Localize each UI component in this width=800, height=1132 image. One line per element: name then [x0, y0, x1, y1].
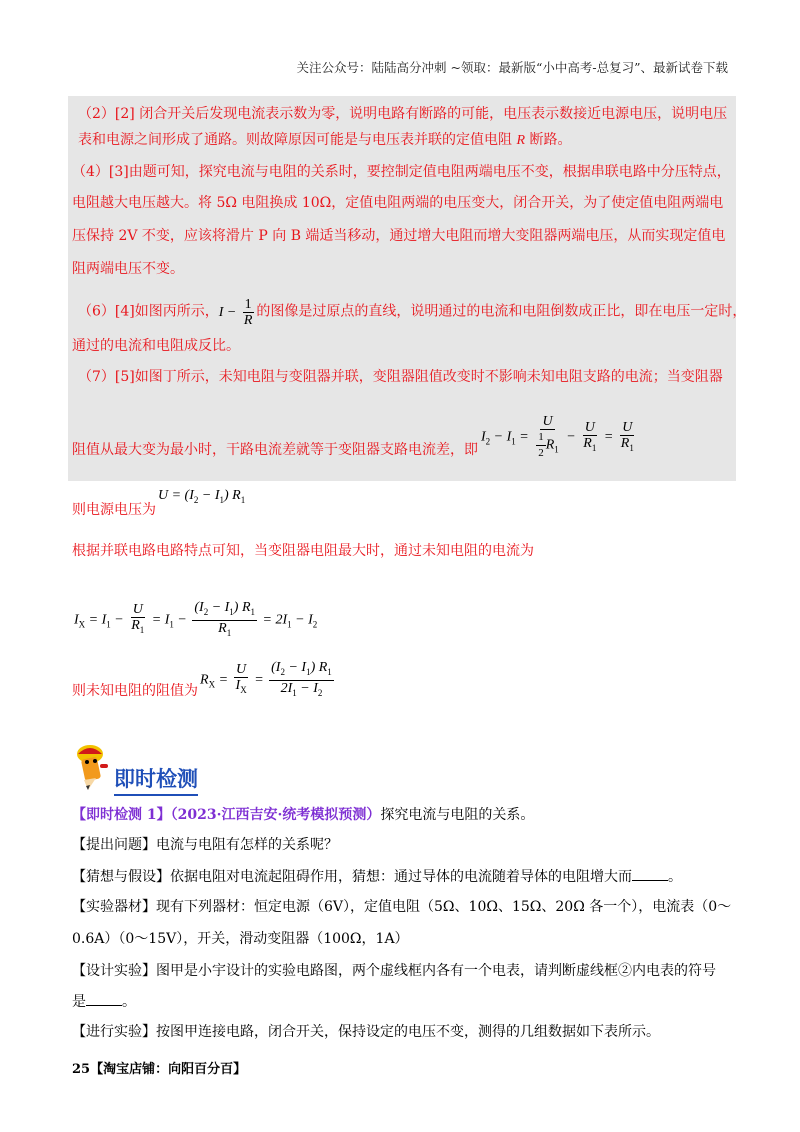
- question-line: 【进行实验】按图甲连接电路，闭合开关，保持设定的电压不变，测得的几组数据如下表所示。: [72, 1024, 660, 1040]
- question-line: 【提出问题】电流与电阻有怎样的关系呢？: [72, 837, 338, 853]
- question-line: 【设计实验】图甲是小宇设计的实验电路图，两个虚线框内各有一个电表，请判断虚线框②内电表的符号: [72, 963, 716, 979]
- solution-line: 压保持 2V 不变，应该将滑片 P 向 B 端适当移动，通过增大电阻而增大变阻器两端电压，从而实现定值电: [72, 228, 726, 244]
- formula-rx: $R_X$ = $\frac{U}{I_X}$ = $\frac{(I_2 - I_1) R_1}{2I_1 - I_2}$: [200, 660, 332, 698]
- question-header: 【即时检测 1】（2023·江西吉安·统考模拟预测）探究电流与电阻的关系。: [72, 807, 535, 823]
- solution-line: （4）[3]由题可知，探究电流与电阻的关系时，要控制定值电阻两端电压不变，根据串联电路中分压特点，: [72, 164, 731, 180]
- question-line: 【实验器材】现有下列器材：恒定电源（6V），定值电阻（5Ω、10Ω、15Ω、20Ω 各一个），电流表（0～: [72, 899, 732, 915]
- page-footer: [72, 1058, 246, 1077]
- solution-line: 阻两端电压不变。: [72, 261, 184, 277]
- question-line: 是 。: [72, 991, 136, 1012]
- section-title: 即时检测: [114, 763, 198, 796]
- question-line: 0.6A）（0～15V），开关，滑动变阻器（100Ω，1A）: [72, 931, 409, 947]
- solution-line: （7）[5]如图丁所示，未知电阻与变阻器并联，变阻器阻值改变时不影响未知电阻支路的电流；当变阻器: [78, 369, 723, 385]
- answer-blank[interactable]: [86, 991, 122, 1006]
- page-number: 25: [72, 1062, 91, 1077]
- page-header: 关注公众号：陆陆高分冲刺 ~领取：最新版“小中高考-总复习”、最新试卷下载: [296, 60, 728, 75]
- solution-line: 阻值从最大变为最小时，干路电流差就等于变阻器支路电流差，即: [72, 442, 478, 458]
- formula-i-over-r: I − $\frac{1}{R}$: [218, 297, 253, 328]
- solution-line: 根据并联电路电路特点可知，当变阻器电阻最大时，通过未知电阻的电流为: [72, 543, 534, 559]
- shop-label: 【淘宝店铺：向阳百分百】: [90, 1062, 247, 1077]
- answer-blank[interactable]: [632, 866, 668, 881]
- solution-line: （6）[4]如图丙所示，I − $\frac{1}{R}$ 的图像是过原点的直线，说明通过的电流和电阻倒数成正比，即在电压一定时，: [78, 297, 747, 328]
- solution-line: 电阻越大电压越大。将 5Ω 电阻换成 10Ω，定值电阻两端的电压变大，闭合开关，为了使定值电阻两端电: [72, 195, 724, 211]
- solution-line: 则未知电阻的阻值为: [72, 683, 198, 699]
- solution-line: （2）[2] 闭合开关后发现电流表示数为零，说明电路有断路的可能，电压表示数接近电源电压，说明电压: [78, 106, 728, 122]
- formula-current-difference: $I_2 - I_1$ = U $\frac{1}{2}$ $R_1$ − $\frac{U}{R_1}$ = $\frac{U}{R_1}$: [481, 414, 634, 459]
- solution-line: 则电源电压为: [72, 502, 156, 518]
- solution-line: 通过的电流和电阻成反比。: [72, 338, 240, 354]
- solution-line: 表和电源之间形成了通路。则故障原因可能是与电压表并联的定值电阻 R 断路。: [78, 132, 572, 148]
- pencil-mascot-icon: [70, 742, 114, 792]
- formula-voltage: $U = (I_2 - I_1)$ $R_1$: [158, 488, 246, 505]
- formula-ix: $I_X = I_1$ − $\frac{U}{R_1}$ = $I_1$ − $\frac{(I_2 - I_1) R_1}{R_1}$ = $2I_1 - I_2$: [74, 600, 318, 638]
- question-line: 【猜想与假设】依据电阻对电流起阻碍作用，猜想：通过导体的电流随着导体的电阻增大而 。: [72, 866, 682, 887]
